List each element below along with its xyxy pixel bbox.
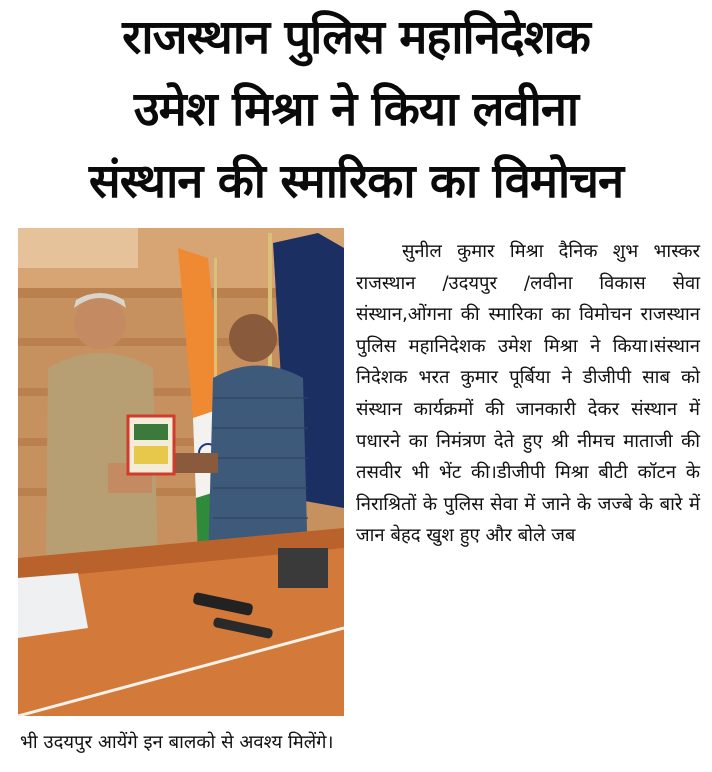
headline-line-2: उमेश मिश्रा ने किया लवीना — [133, 82, 579, 137]
article-text: सुनील कुमार मिश्रा दैनिक शुभ भास्कर राजस्थान /उदयपुर /लवीना विकास सेवा संस्थान,ओंगना की स्मारिका का विमोचन राजस्थान पुलिस महानिदेशक उमेश मिश्रा ने किया।संस्थान निदेशक भरत कुमार पूर्बिया ने डीजीपी साब को संस्थान कार्यक्रमों की जानकारी देकर संस्थान में पधारने का निमंत्रण देते हुए श्री नीमच माताजी की तसवीर भी भेंट की।डीजीपी मिश्रा बीटी कॉटन के निराश्रितों के पुलिस सेवा में जाने के जज्बे के बारे में जान बेहद खुश हुए और बोले जब — [356, 241, 700, 547]
headline — [0, 2, 712, 218]
article-body — [356, 236, 700, 552]
headline-line-3: संस्थान की स्मारिका का विमोचन — [88, 154, 624, 209]
headline-line-1: राजस्थान पुलिस महानिदेशक — [122, 10, 590, 65]
article-tail: भी उदयपुर आयेंगे इन बालको से अवश्य मिलेंगे। — [20, 732, 334, 753]
photo-icon — [18, 228, 344, 716]
news-photo — [18, 228, 344, 716]
